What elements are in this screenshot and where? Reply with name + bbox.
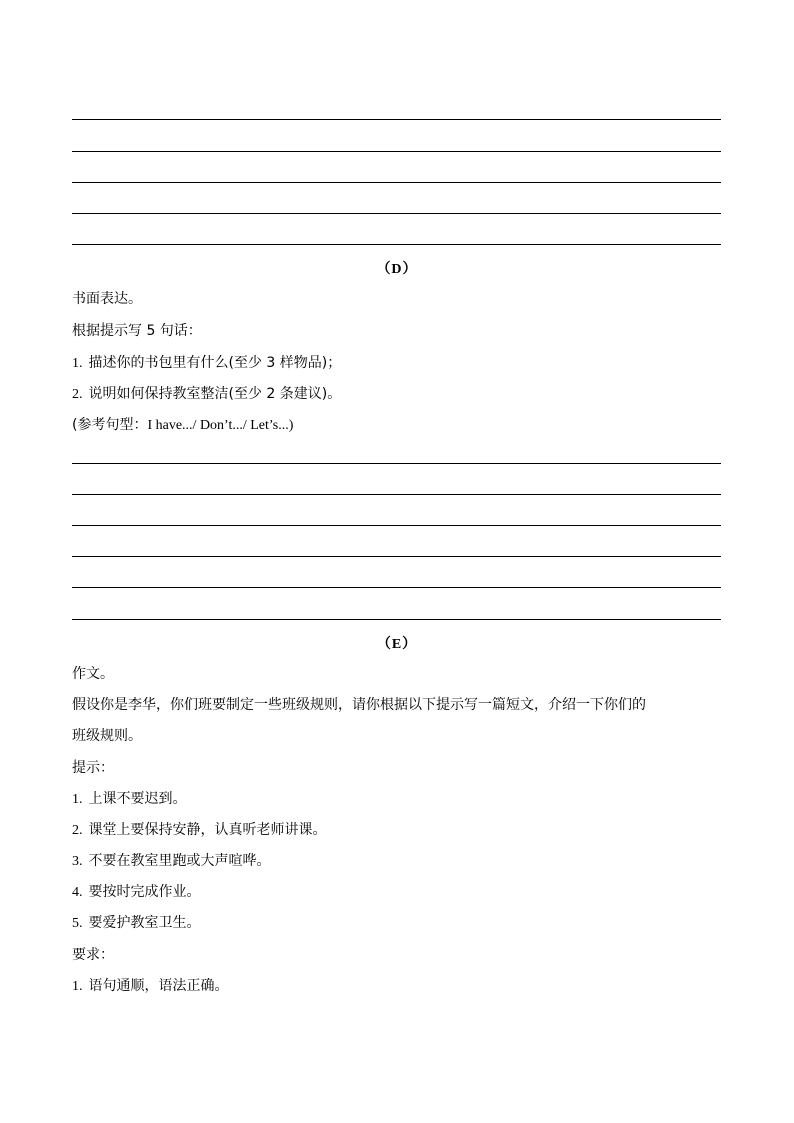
- answer-line: [72, 619, 721, 620]
- section-e-hint: [72, 851, 724, 872]
- section-e-heading: （E）: [376, 637, 418, 652]
- answer-line: [72, 151, 721, 152]
- section-d-item: [72, 384, 724, 405]
- hint-number: 3.: [72, 854, 83, 869]
- answer-line: [72, 587, 721, 588]
- item-text: 描述你的书包里有什么(至少 3 样物品)；: [88, 355, 342, 371]
- section-d-title: 书面表达。: [72, 291, 142, 307]
- answer-line: [72, 213, 721, 214]
- section-e-prompt: 假设你是李华，你们班要制定一些班级规则，请你根据以下提示写一篇短文，介绍一下你们的: [72, 697, 646, 713]
- section-e-title: 作文。: [72, 666, 114, 682]
- hint-text: 不要在教室里跑或大声喧哗。: [88, 853, 271, 869]
- section-e-hints-label: 提示：: [72, 760, 114, 776]
- section-e-requirement: [72, 976, 724, 997]
- section-d-item: [72, 353, 724, 374]
- reference-patterns: I have.../ Don’t.../ Let’s...): [147, 418, 294, 433]
- answer-line: [72, 494, 721, 495]
- hint-number: 1.: [72, 792, 83, 807]
- reference-prefix: (参考句型：: [72, 417, 148, 433]
- hint-number: 2.: [72, 823, 83, 838]
- requirement-number: 1.: [72, 979, 83, 994]
- answer-line: [72, 119, 721, 120]
- item-number: 2.: [72, 387, 83, 402]
- section-d-reference: [72, 415, 724, 436]
- section-d-instruction: 根据提示写 5 句话：: [72, 323, 202, 339]
- section-e-hint: [72, 789, 724, 810]
- section-e-hint: [72, 882, 724, 903]
- hint-number: 5.: [72, 916, 83, 931]
- answer-line: [72, 182, 721, 183]
- hint-text: 要爱护教室卫生。: [88, 915, 201, 931]
- hint-text: 上课不要迟到。: [88, 791, 187, 807]
- item-text: 说明如何保持教室整洁(至少 2 条建议)。: [88, 386, 342, 402]
- section-e-hint: [72, 913, 724, 934]
- requirement-text: 语句通顺，语法正确。: [88, 978, 229, 994]
- hint-text: 要按时完成作业。: [88, 884, 201, 900]
- answer-line: [72, 556, 721, 557]
- section-e-hint: [72, 820, 724, 841]
- section-e-requirements-label: 要求：: [72, 947, 114, 963]
- section-e-prompt: 班级规则。: [72, 728, 142, 744]
- hint-text: 课堂上要保持安静，认真听老师讲课。: [88, 822, 327, 838]
- answer-line: [72, 525, 721, 526]
- answer-line: [72, 244, 721, 245]
- hint-number: 4.: [72, 885, 83, 900]
- item-number: 1.: [72, 356, 83, 371]
- section-d-heading: （D）: [376, 262, 418, 277]
- answer-line: [72, 463, 721, 464]
